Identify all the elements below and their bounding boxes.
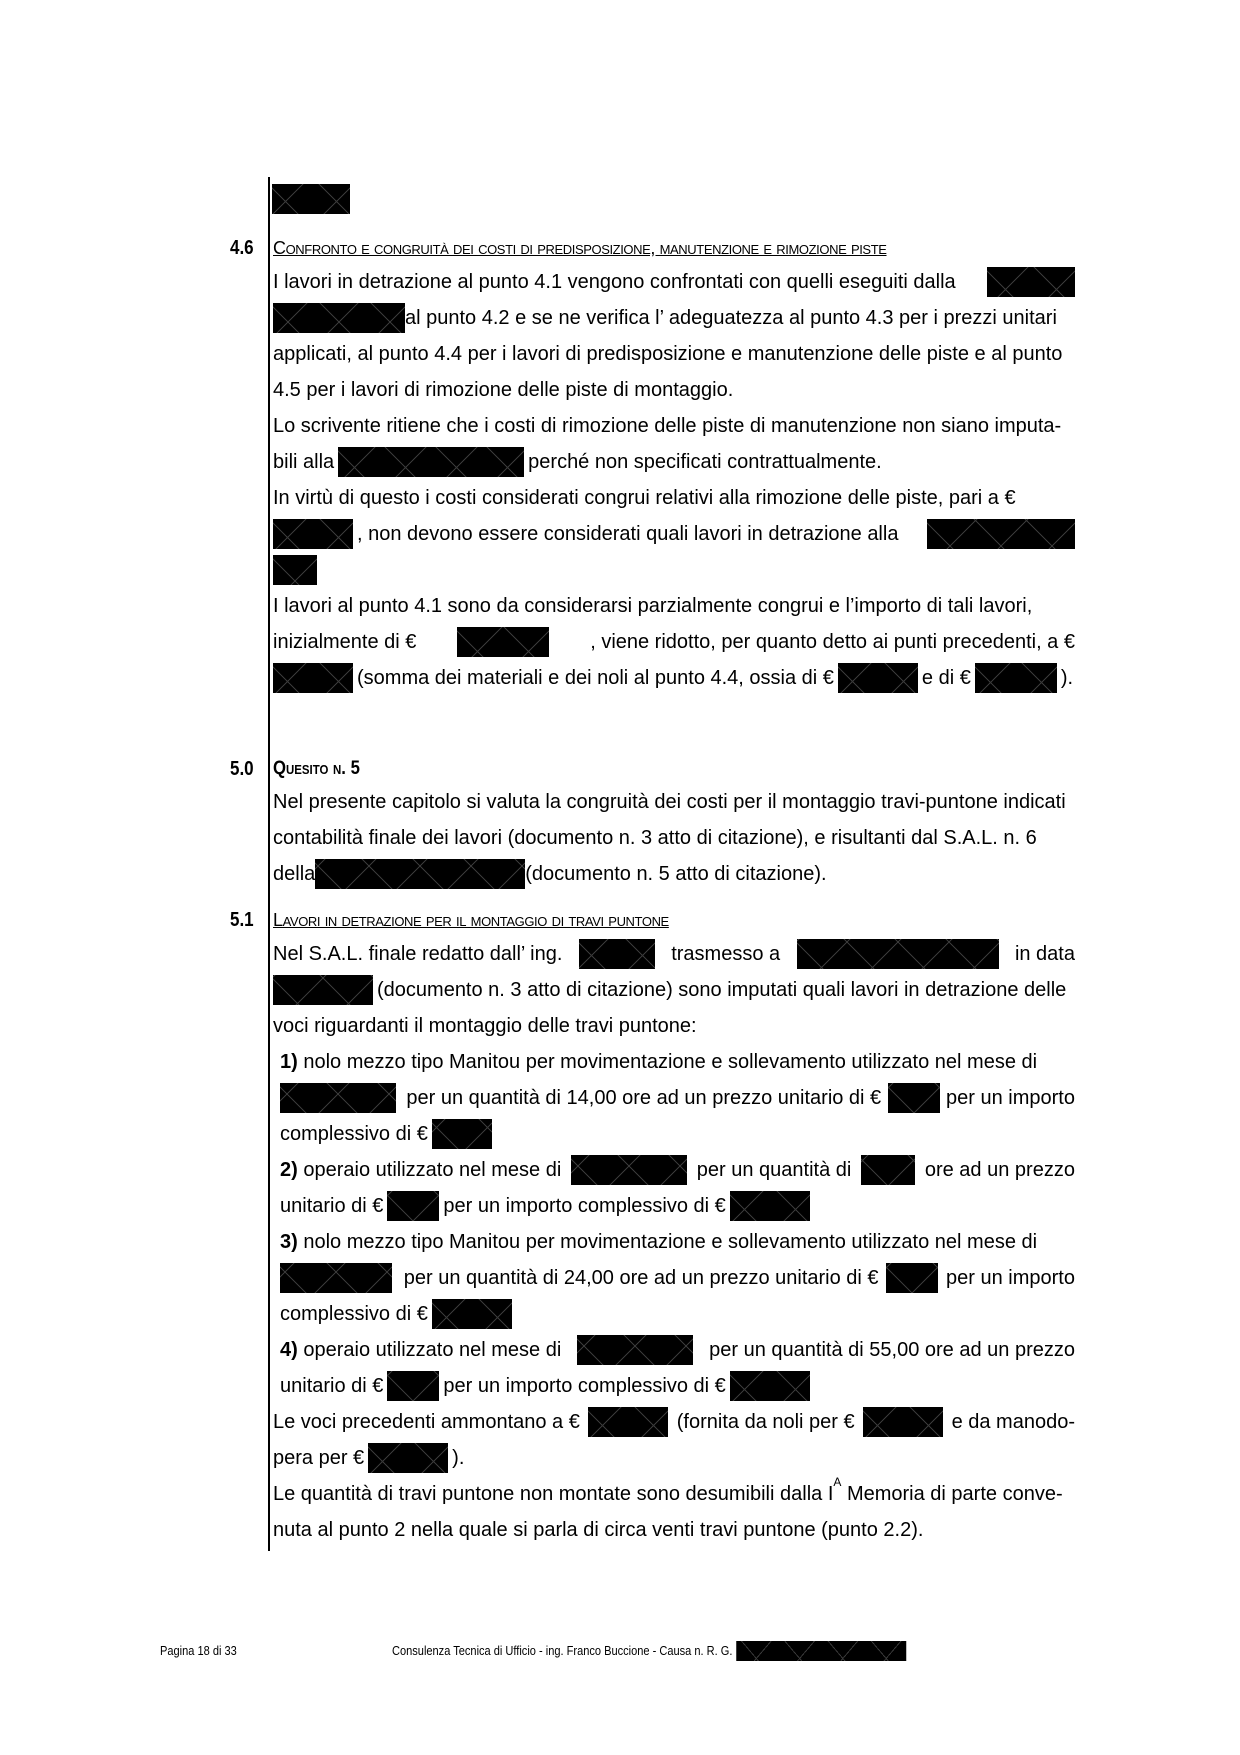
text-line: complessivo di €: [280, 1123, 428, 1145]
text-line: Nel S.A.L. finale redatto dall’ ing.: [273, 943, 563, 965]
text-line: In virtù di questo i costi considerati congrui relativi alla rimozione delle piste, pari a €: [273, 487, 1016, 509]
redaction-block: [861, 1155, 915, 1185]
redaction-block: [927, 519, 1075, 549]
redaction-block: [432, 1119, 492, 1149]
text-line: perché non specificati contrattualmente.: [528, 451, 882, 473]
item-number: 3): [280, 1231, 298, 1253]
text-line: ore ad un prezzo: [924, 1159, 1075, 1181]
text-line: complessivo di €: [280, 1303, 428, 1325]
section-heading: Quesito n. 5: [273, 758, 360, 779]
text-line: operaio utilizzato nel mese di: [303, 1339, 562, 1361]
text-line: nolo mezzo tipo Manitou per movimentazione e sollevamento utilizzato nel mese di: [303, 1231, 1038, 1253]
text-line: Le quantità di travi puntone non montate sono desumibili dalla I: [273, 1483, 834, 1505]
redaction-block: [368, 1443, 448, 1473]
list-item: [280, 1044, 1075, 1152]
text-line: e di €: [921, 667, 971, 689]
paragraph: [273, 264, 1075, 696]
page-number: Pagina 18 di 33: [160, 1643, 237, 1658]
text-line: ).: [452, 1447, 465, 1469]
text-line: Nel presente capitolo si valuta la congruità dei costi per il montaggio travi-puntone indicati: [273, 791, 1066, 813]
text-line: Memoria di parte conve-: [846, 1483, 1063, 1505]
paragraph: [273, 936, 1075, 1044]
text-line: pera per €: [273, 1447, 365, 1469]
item-number: 1): [280, 1051, 298, 1073]
section-heading: Lavori in detrazione per il montaggio di travi puntone: [273, 910, 669, 930]
text-line: I lavori al punto 4.1 sono da considerarsi parzialmente congrui e l’importo di tali lavori,: [273, 595, 1033, 617]
paragraph: [273, 1404, 1075, 1548]
redaction-block: [886, 1263, 938, 1293]
redaction-block: [273, 303, 405, 333]
item-number: 2): [280, 1159, 298, 1181]
text-line: al punto 4.2 e se ne verifica l’ adeguatezza al punto 4.3 per i prezzi unitari: [405, 307, 1057, 329]
list-item: [280, 1152, 1075, 1224]
text-line: applicati, al punto 4.4 per i lavori di predisposizione e manutenzione delle piste e al punto: [273, 343, 1063, 365]
text-line: per un importo: [946, 1087, 1075, 1109]
redaction-block: [387, 1371, 439, 1401]
redaction-block: [315, 859, 525, 889]
text-line: per un quantità di 14,00 ore ad un prezzo unitario di €: [406, 1087, 882, 1109]
redaction-block: [730, 1191, 810, 1221]
section-heading: Confronto e congruità dei costi di predisposizione, manutenzione e rimozione piste: [273, 238, 887, 258]
text-line: per un quantità di 24,00 ore ad un prezzo unitario di €: [403, 1267, 879, 1289]
text-line: operaio utilizzato nel mese di: [303, 1159, 562, 1181]
text-line: in data: [1014, 943, 1075, 965]
redaction-block: [730, 1371, 810, 1401]
redaction-block: [432, 1299, 512, 1329]
text-line: (fornita da noli per €: [676, 1411, 855, 1433]
text-line: per un quantità di: [696, 1159, 852, 1181]
text-line: 4.5 per i lavori di rimozione delle piste di montaggio.: [273, 379, 734, 401]
text-line: contabilità finale dei lavori (documento n. 3 atto di citazione), e risultanti dal S.A.L. n. 6: [273, 827, 1037, 849]
list-item: [280, 1224, 1075, 1332]
redaction-block: [387, 1191, 439, 1221]
margin-rule: [268, 177, 270, 1551]
superscript: A: [833, 1475, 842, 1489]
redaction-block: [280, 1263, 392, 1293]
text-line: (somma dei materiali e dei noli al punto 4.4, ossia di €: [357, 667, 834, 689]
redaction-block: [273, 519, 353, 549]
section-number: 5.0: [230, 758, 254, 780]
redaction-block: [457, 627, 549, 657]
redaction-block: [863, 1407, 943, 1437]
text-line: nolo mezzo tipo Manitou per movimentazione e sollevamento utilizzato nel mese di: [303, 1051, 1038, 1073]
text-line: unitario di €: [280, 1375, 384, 1397]
section-number: 4.6: [230, 237, 254, 259]
redaction-block: [577, 1335, 693, 1365]
text-line: unitario di €: [280, 1195, 384, 1217]
redaction-block: [579, 939, 655, 969]
text-line: ).: [1060, 667, 1074, 689]
redaction-block: [272, 184, 350, 214]
redaction-block: [273, 975, 373, 1005]
redaction-block: [975, 663, 1057, 693]
text-line: trasmesso a: [671, 943, 781, 965]
footer-text: Consulenza Tecnica di Ufficio - ing. Franco Buccione - Causa n. R. G.: [392, 1643, 733, 1658]
text-line: , non devono essere considerati quali lavori in detrazione alla: [357, 523, 899, 545]
redaction-block: [273, 555, 317, 585]
text-line: Lo scrivente ritiene che i costi di rimozione delle piste di manutenzione non siano imputa-: [273, 415, 1062, 437]
text-line: , viene ridotto, per quanto detto ai punti precedenti, a €: [590, 631, 1075, 653]
list-item: [280, 1332, 1075, 1404]
text-line: per un importo complessivo di €: [443, 1375, 726, 1397]
redaction-block: [273, 663, 353, 693]
redaction-block: [280, 1083, 396, 1113]
redaction-block: [338, 447, 524, 477]
text-line: della: [273, 863, 316, 885]
section-number: 5.1: [230, 909, 254, 931]
text-line: inizialmente di €: [273, 631, 417, 653]
text-line: per un quantità di 55,00 ore ad un prezzo: [709, 1339, 1075, 1361]
text-line: voci riguardanti il montaggio delle travi puntone:: [273, 1015, 697, 1037]
redaction-block: [736, 1641, 906, 1661]
text-line: bili alla: [273, 451, 335, 473]
item-number: 4): [280, 1339, 298, 1361]
redaction-block: [571, 1155, 687, 1185]
redaction-block: [838, 663, 918, 693]
text-line: (documento n. 5 atto di citazione).: [525, 863, 827, 885]
text-line: e da manodo-: [951, 1411, 1075, 1433]
paragraph: [273, 784, 1075, 892]
redaction-block: [588, 1407, 668, 1437]
text-line: I lavori in detrazione al punto 4.1 vengono confrontati con quelli eseguiti dalla: [273, 271, 956, 293]
text-line: Le voci precedenti ammontano a €: [273, 1411, 580, 1433]
redaction-block: [888, 1083, 940, 1113]
text-line: per un importo complessivo di €: [443, 1195, 726, 1217]
redaction-block: [797, 939, 999, 969]
redaction-block: [987, 267, 1075, 297]
text-line: per un importo: [946, 1267, 1075, 1289]
text-line: nuta al punto 2 nella quale si parla di circa venti travi puntone (punto 2.2).: [273, 1519, 924, 1541]
footer-info: [392, 1641, 906, 1661]
text-line: (documento n. 3 atto di citazione) sono imputati quali lavori in detrazione delle: [377, 979, 1067, 1001]
